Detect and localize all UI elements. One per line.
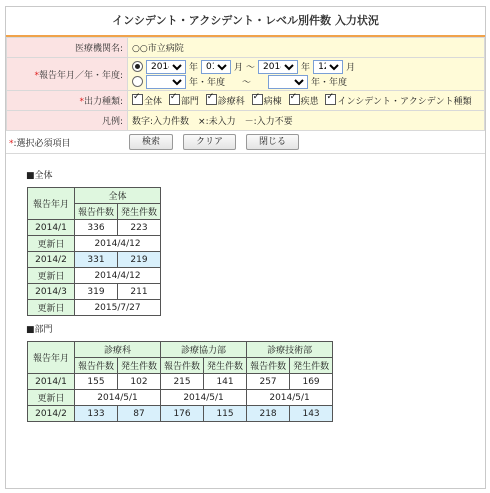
sub-header: 報告件数: [75, 358, 118, 374]
sub-header: 発生件数: [118, 204, 161, 220]
report-window: [5, 6, 486, 489]
output-checkbox-ward[interactable]: ✓ 病棟: [252, 97, 282, 107]
sub-header: 報告件数: [75, 204, 118, 220]
dept-heading: ■部門: [26, 325, 53, 335]
group-header: 診療協力部: [161, 342, 247, 358]
sub-header: 発生件数: [118, 358, 161, 374]
table-row: 2014/2 331 219: [28, 252, 161, 268]
from-year-select[interactable]: [146, 60, 186, 74]
table-row: 更新日 2015/7/27: [28, 300, 161, 316]
group-header: 診療科: [75, 342, 161, 358]
search-form: [6, 37, 485, 131]
output-checkbox-incident-type[interactable]: ✓ インシデント・アクシデント種類: [325, 97, 471, 107]
required-note: *:選択必須項目: [9, 138, 71, 149]
output-label: *出力種類:: [7, 91, 128, 111]
output-checkbox-all[interactable]: ✓ 全体: [132, 97, 162, 107]
overall-table: [27, 187, 161, 316]
checkbox-icon: [289, 94, 300, 105]
checkbox-icon: [325, 94, 336, 105]
table-row: 2014/3 319 211: [28, 284, 161, 300]
overall-heading: ■全体: [26, 171, 53, 181]
output-checkbox-specialty[interactable]: ✓ 診療科: [206, 97, 245, 107]
col-month-header: 報告年月: [28, 342, 75, 374]
checkbox-icon: [206, 94, 217, 105]
from-fy-select[interactable]: [146, 75, 186, 89]
close-button[interactable]: 閉じる: [246, 134, 299, 150]
table-row: 2014/1 336 223: [28, 220, 161, 236]
checkbox-icon: [132, 94, 143, 105]
to-year-select[interactable]: [258, 60, 298, 74]
page-title: インシデント・アクシデント・レベル別件数 入力状況: [6, 7, 485, 37]
checkbox-icon: [169, 94, 180, 105]
table-row: 更新日 2014/5/1 2014/5/1 2014/5/1: [28, 390, 333, 406]
output-options: [128, 91, 485, 111]
table-row: 更新日 2014/4/12: [28, 268, 161, 284]
button-row: [6, 131, 485, 154]
sub-header: 発生件数: [204, 358, 247, 374]
radio-month-range[interactable]: [132, 61, 143, 72]
sub-header: 発生件数: [290, 358, 333, 374]
institution-label: 医療機関名:: [7, 38, 128, 58]
sub-header: 報告件数: [247, 358, 290, 374]
from-month-select[interactable]: [201, 60, 231, 74]
output-checkbox-dept[interactable]: ✓ 部門: [169, 97, 199, 107]
sub-header: 報告件数: [161, 358, 204, 374]
checkbox-icon: [252, 94, 263, 105]
table-row: 更新日 2014/4/12: [28, 236, 161, 252]
output-checkbox-disease[interactable]: ✓ 疾患: [289, 97, 319, 107]
period-field: 2014 年 01 月 ～ 2014 年 12 月 年・年度 ～ 年・年度: [128, 58, 485, 91]
group-header: 診療技術部: [247, 342, 333, 358]
institution-value: ○○市立病院: [128, 38, 485, 58]
radio-fiscal-year[interactable]: [132, 76, 143, 87]
required-mark: *: [34, 70, 39, 81]
table-row: 2014/2 133 87 176 115 218 143: [28, 406, 333, 422]
to-month-select[interactable]: [313, 60, 343, 74]
col-month-header: 報告年月: [28, 188, 75, 220]
legend-label: 凡例:: [7, 111, 128, 131]
clear-button[interactable]: クリア: [183, 134, 236, 150]
legend-text: 数字:入力件数 ×:未入力 －:入力不要: [128, 111, 485, 131]
search-button[interactable]: 検索: [129, 134, 173, 150]
to-fy-select[interactable]: [268, 75, 308, 89]
group-header: 全体: [75, 188, 161, 204]
table-row: 2014/1 155 102 215 141 257 169: [28, 374, 333, 390]
dept-table: [27, 341, 333, 422]
period-label: *報告年月／年・年度:: [7, 58, 128, 91]
